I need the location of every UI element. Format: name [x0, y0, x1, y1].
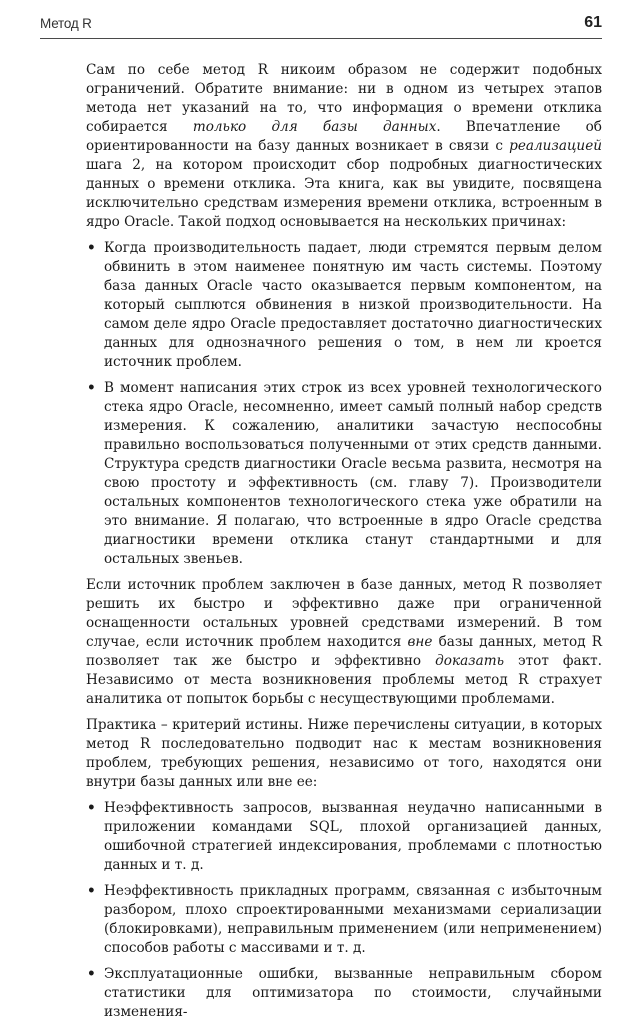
paragraph-2: [86, 576, 602, 709]
list-item: [86, 239, 602, 372]
paragraph-3: Практика – критерий истины. Ниже перечислены ситуации, в которых метод R последовательно подводит нас к местам возникновения проблем, требующих решения, независимо от того, находятся они внутри базы данных или вне ее:: [86, 717, 602, 790]
bullet-icon: •: [87, 380, 96, 396]
text-run: . Впечатление об ориентированности на базу данных возникает в связи с: [86, 119, 602, 154]
text-run: шага 2, на котором происходит сбор подробных диагностических данных о времени отклика. Эта книга, как вы увидите, посвящена исключительно средствам измерения времени отклика, встроенным в ядро Oracle. Такой подход основывается на нескольких причинах:: [86, 157, 602, 230]
emphasis: только для базы данных: [192, 119, 437, 135]
page-number: 61: [584, 14, 602, 31]
text-run: этот факт. Независимо от места возникновения проблемы метод R страхует аналитика от попыток борьбы с несуществующими проблемами.: [86, 653, 602, 707]
list-item-text: В момент написания этих строк из всех уровней технологического стека ядро Oracle, несомненно, имеет самый полный набор средств измерения. К сожалению, аналитики зачастую неспособны правильно воспользоваться полученными от этих средств данными. Структура средств диагностики Oracle весьма развита, несмотря на свою простоту и эффективность (см. главу 7). Производители остальных компонентов технологического стека уже обратили на это внимание. Я полагаю, что встроенные в ядро Oracle средства диагностики времени отклика станут стандартными и для остальных звеньев.: [104, 380, 602, 567]
list-item: [86, 882, 602, 958]
list-item-text: Эксплуатационные ошибки, вызванные неправильным сбором статистики для оптимизатора по стоимости, случайными изменения-: [104, 966, 602, 1020]
bullet-icon: •: [87, 240, 96, 256]
reasons-list: [86, 239, 602, 569]
list-item: [86, 379, 602, 569]
text-run: Если источник проблем заключен в базе данных, метод R позволяет решить их быстро и эффективно даже при ограниченной оснащенности остальных уровней средствами измерений. В том случае, если источник проблем находится: [86, 577, 602, 650]
running-header-title: Метод R: [40, 16, 92, 31]
bullet-icon: •: [87, 966, 96, 982]
text-run: базы данных, метод R позволяет так же быстро и эффективно: [86, 634, 603, 669]
list-item-text: Неэффективность прикладных программ, связанная с избыточным разбором, плохо спроектированными механизмами сериализации (блокировками), неправильным применением (или неприменением) способов работы с массивами и т. д.: [104, 883, 602, 956]
list-item-text: Неэффективность запросов, вызванная неудачно написанными в приложении командами SQL, плохой организацией данных, ошибочной стратегией индексирования, проблемами с плотностью данных и т. д.: [104, 800, 602, 873]
situations-list: [86, 799, 602, 1022]
text-run: Сам по себе метод R никоим образом не содержит подобных ограничений. Обратите внимание: ни в одном из четырех этапов метода нет указаний на то, что информация о времени отклика собирается: [86, 62, 602, 135]
paragraph-1: [86, 61, 602, 232]
bullet-icon: •: [87, 800, 96, 816]
list-item: [86, 965, 602, 1022]
list-item-text: Когда производительность падает, люди стремятся первым делом обвинить в этом наименее понятную им часть системы. Поэтому база данных Oracle часто оказывается первым компонентом, на который сыплются обвинения в низкой производительности. На самом деле ядро Oracle предоставляет достаточно диагностических данных для однозначного решения о том, в нем ли кроется источник проблем.: [104, 240, 602, 370]
bullet-icon: •: [87, 883, 96, 899]
emphasis: вне: [407, 634, 433, 650]
list-item: [86, 799, 602, 875]
page-header: [40, 12, 602, 39]
page-body: [86, 61, 602, 1029]
emphasis: реализацией: [509, 138, 602, 154]
emphasis: доказать: [435, 653, 504, 669]
